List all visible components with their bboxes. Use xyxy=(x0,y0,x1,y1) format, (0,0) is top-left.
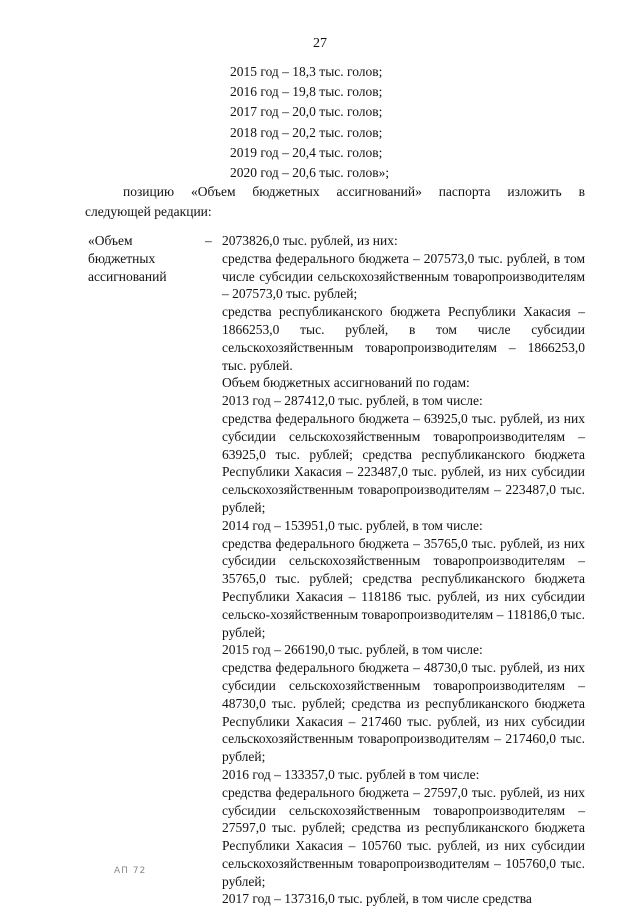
content-paragraph: средства федерального бюджета – 207573,0 тыс. рублей, в том числе субсидии сельскохозяйственным товаропроизводителям – 207573,0 тыс. рублей; xyxy=(222,250,585,302)
instruction-word: «Объем xyxy=(190,184,236,199)
content-paragraph: 2016 год – 133357,0 тыс. рублей в том числе: xyxy=(222,766,480,782)
years-list-item: 2015 год – 18,3 тыс. голов; xyxy=(230,64,383,79)
years-list-item: 2020 год – 20,6 тыс. голов»; xyxy=(230,165,390,181)
instruction-paragraph xyxy=(85,182,585,222)
content-paragraph: 2017 год – 137316,0 тыс. рублей, в том числе средства xyxy=(222,891,532,907)
instruction-word: в xyxy=(578,184,585,199)
content-paragraph: средства федерального бюджета – 63925,0 тыс. рублей, из них субсидии сельскохозяйственным товаропроизводителям – 63925,0 тыс. рублей; средства республиканского бюджета Республики Хакасия – 223487,0 тыс. рублей, из них субсидии сельскохозяйственным товаропроизводителям – 223487,0 тыс. рублей; xyxy=(222,410,585,515)
years-list-item: 2018 год – 20,2 тыс. голов; xyxy=(230,124,383,140)
content-paragraph: 2014 год – 153951,0 тыс. рублей, в том числе: xyxy=(222,517,483,533)
instruction-word: изложить xyxy=(507,184,562,199)
passport-content xyxy=(222,232,585,908)
years-list-item: 2019 год – 20,4 тыс. голов; xyxy=(230,144,383,160)
content-paragraph: Объем бюджетных ассигнований по годам: xyxy=(222,375,470,391)
content-paragraph: средства федерального бюджета – 35765,0 тыс. рублей, из них субсидии сельскохозяйственным товаропроизводителям – 35765,0 тыс. рублей; средства республиканского бюджета Республики Хакасия – 118186 тыс. рублей, из них субсидии сельско-хозяйственным товаропроизводителям – 118186,0 тыс. рублей; xyxy=(222,535,585,640)
passport-label-line: бюджетных xyxy=(88,250,156,266)
years-list-item: 2016 год – 19,8 тыс. голов; xyxy=(230,84,383,100)
content-paragraph: средства федерального бюджета – 48730,0 тыс. рублей, из них субсидии сельскохозяйственным товаропроизводителям – 48730,0 тыс. рублей; средства из республиканского бюджета Республики Хакасия – 217460 тыс. рублей, из них субсидии сельскохозяйственным товаропроизводителям – 217460,0 тыс. рублей; xyxy=(222,660,585,765)
instruction-word: позицию xyxy=(123,184,175,199)
content-paragraph: 2015 год – 266190,0 тыс. рублей, в том числе: xyxy=(222,642,483,658)
instruction-word: ассигнований» xyxy=(336,184,422,199)
content-paragraph: 2013 год – 287412,0 тыс. рублей, в том числе: xyxy=(222,393,483,409)
content-paragraph: средства федерального бюджета – 27597,0 тыс. рублей, из них субсидии сельскохозяйственным товаропроизводителям – 27597,0 тыс. рублей; средства из республиканского бюджета Республики Хакасия – 105760 тыс. рублей, из них субсидии сельскохозяйственным товаропроизводителям – 105760,0 тыс. рублей; xyxy=(222,784,585,889)
passport-label-line: ассигнований xyxy=(88,268,167,284)
instruction-word: паспорта xyxy=(438,184,491,199)
years-list-item: 2017 год – 20,0 тыс. голов; xyxy=(230,104,383,120)
content-paragraph: средства республиканского бюджета Республики Хакасия – 1866253,0 тыс. рублей, в том числе субсидии сельскохозяйственным товаропроизводителям – 1866253,0 тыс. рублей. xyxy=(222,304,585,373)
passport-label xyxy=(88,232,198,285)
label-dash: – xyxy=(205,233,212,248)
years-list xyxy=(230,62,389,183)
instruction-word: бюджетных xyxy=(252,184,320,199)
passport-label-line: «Объем xyxy=(88,233,133,248)
instruction-line-1 xyxy=(85,182,585,202)
content-paragraph: 2073826,0 тыс. рублей, из них: xyxy=(222,233,398,248)
footer-stamp-mark: АП 72 xyxy=(114,866,147,876)
instruction-line-2: следующей редакции: xyxy=(85,204,212,219)
page-number: 27 xyxy=(313,36,327,51)
